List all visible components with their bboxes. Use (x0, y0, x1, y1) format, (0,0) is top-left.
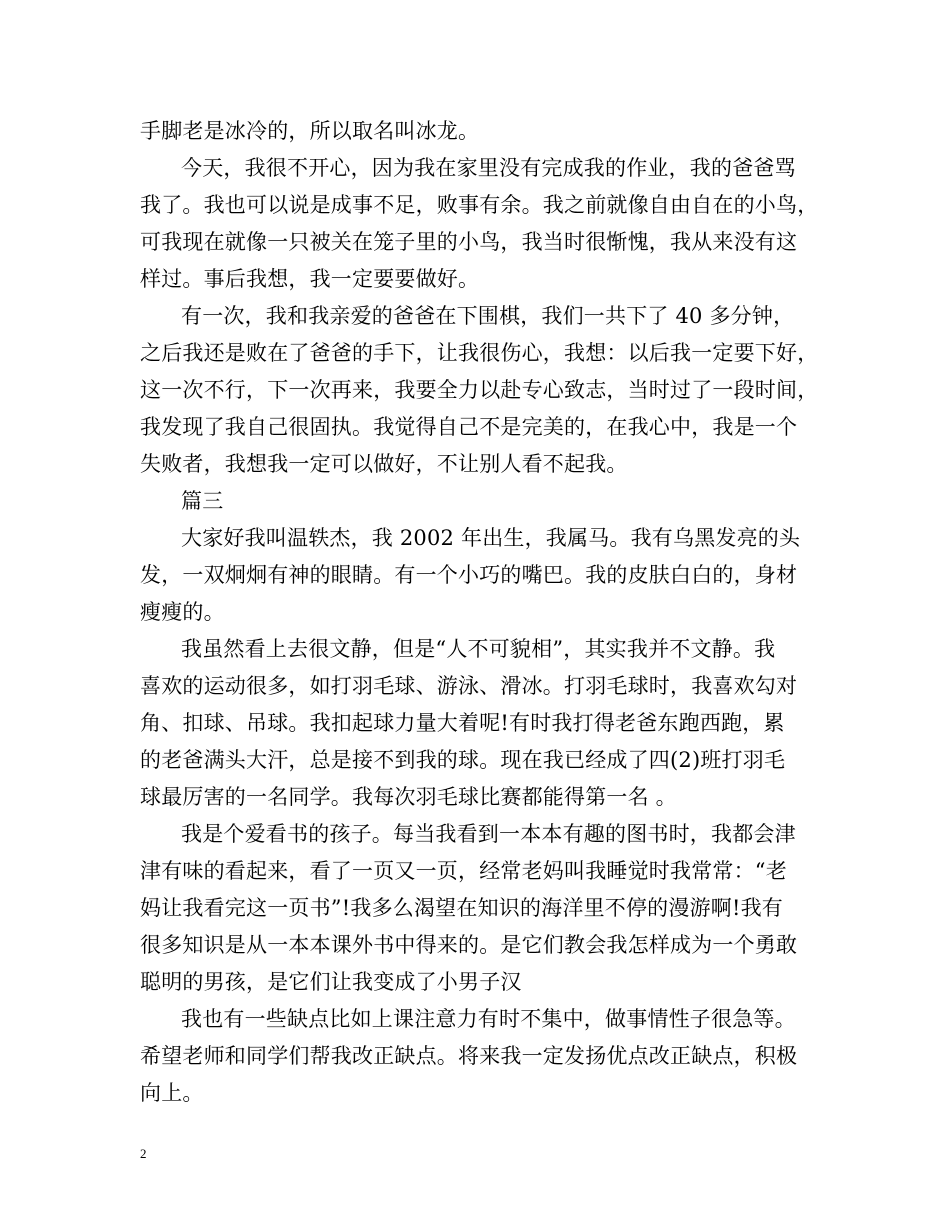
text-line: 瘦瘦的。 (140, 600, 225, 624)
text-line: 我也有一些缺点比如上课注意力有时不集中，做事情性子很急等。 (181, 1007, 796, 1031)
text-line: 津有味的看起来，看了一页又一页，经常老妈叫我睡觉时我常常：“老 (140, 859, 787, 883)
page-number: 2 (140, 1146, 147, 1161)
text-line: 我发现了我自己很固执。我觉得自己不是完美的，在我心中，我是一个 (140, 415, 798, 439)
text-line: 发，一双炯炯有神的眼睛。有一个小巧的嘴巴。我的皮肤白白的，身材 (140, 563, 798, 587)
text-line: 妈让我看完这一页书”!我多么渴望在知识的海洋里不停的漫游啊!我有 (140, 896, 784, 920)
text-line: 我虽然看上去很文静，但是“人不可貌相”，其实我并不文静。我 (181, 637, 776, 661)
text-line: 球最厉害的一名同学。我每次羽毛球比赛都能得第一名 。 (140, 785, 677, 809)
text-line: 样过。事后我想，我一定要要做好。 (140, 267, 480, 291)
text-line: 希望老师和同学们帮我改正缺点。将来我一定发扬优点改正缺点，积极 (140, 1044, 798, 1068)
text-line: 手脚老是冰冷的，所以取名叫冰龙。 (140, 119, 480, 143)
text-line: 可我现在就像一只被关在笼子里的小鸟，我当时很惭愧，我从来没有这 (140, 230, 798, 254)
text-line: 聪明的男孩，是它们让我变成了小男子汉 (140, 970, 522, 994)
text-line: 喜欢的运动很多，如打羽毛球、游泳、滑冰。打羽毛球时，我喜欢勾对 (140, 674, 798, 698)
text-line: 这一次不行，下一次再来，我要全力以赴专心致志，当时过了一段时间， (140, 378, 819, 402)
text-line: 向上。 (140, 1081, 204, 1105)
text-line: 的老爸满头大汗，总是接不到我的球。现在我已经成了四(2)班打羽毛 (140, 748, 786, 772)
text-line: 角、扣球、吊球。我扣起球力量大着呢!有时我打得老爸东跑西跑，累 (140, 711, 785, 735)
text-line: 我是个爱看书的孩子。每当我看到一本本有趣的图书时，我都会津 (181, 822, 796, 846)
text-line: 之后我还是败在了爸爸的手下，让我很伤心，我想：以后我一定要下好， (140, 341, 819, 365)
text-line: 篇三 (181, 489, 224, 513)
text-line: 有一次，我和我亲爱的爸爸在下围棋，我们一共下了 40 多分钟， (181, 304, 795, 328)
text-line: 大家好我叫温轶杰，我 2002 年出生，我属马。我有乌黑发亮的头 (181, 526, 801, 550)
text-line: 我了。我也可以说是成事不足，败事有余。我之前就像自由自在的小鸟， (140, 193, 819, 217)
document-body (140, 113, 820, 1112)
text-line: 很多知识是从一本本课外书中得来的。是它们教会我怎样成为一个勇敢 (140, 933, 798, 957)
text-line: 失败者，我想我一定可以做好，不让别人看不起我。 (140, 452, 628, 476)
text-line: 今天，我很不开心，因为我在家里没有完成我的作业，我的爸爸骂 (181, 156, 796, 180)
